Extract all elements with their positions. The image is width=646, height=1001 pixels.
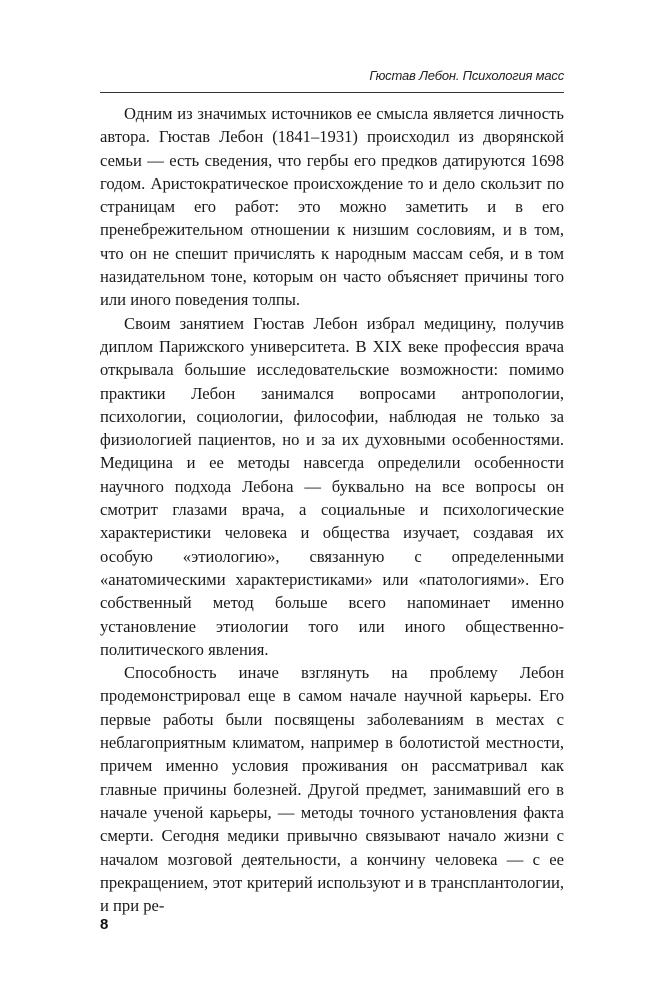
header-rule: [100, 92, 564, 93]
body-text: [100, 102, 564, 917]
paragraph: Одним из значимых источников ее смысла является личность автора. Гюстав Лебон (1841–1931) происходил из дворянской семьи — есть сведения, что гербы его предков датируются 1698 годом. Аристократическое происхождение то и дело скользит по страницам его работ: это можно заметить и в его пренебрежительном отношении к низшим сословиям, и в том, что он не спешит причислять к народным массам себя, и в том назидательном тоне, которым он часто объясняет причины того или иного поведения толпы.: [100, 104, 564, 310]
paragraph: Своим занятием Гюстав Лебон избрал медицину, получив диплом Парижского университета. В XIX веке профессия врача открывала большие исследовательские возможности: помимо практики Лебон занимался вопросами антропологии, психологии, социологии, философии, наблюдая не только за физиологией пациентов, но и за их духовными особенностями. Медицина и ее методы навсегда определили особенности научного подхода Лебона — буквально на все вопросы он смотрит глазами врача, а социальные и психологические характеристики человека и общества изучает, создавая их особую «этиологию», связанную с определенными «анатомическими характеристиками» или «патологиями». Его собственный метод больше всего напоминает именно установление этиологии того или иного общественно-политического явления.: [100, 313, 564, 659]
running-header: Гюстав Лебон. Психология масс: [369, 68, 564, 83]
page-number: 8: [100, 916, 109, 933]
paragraph: Способность иначе взглянуть на проблему Лебон продемонстрировал еще в самом начале научной карьеры. Его первые работы были посвящены заболеваниям в местах с неблагоприятным климатом, например в болотистой местности, причем именно условия проживания он рассматривал как главные причины болезней. Другой предмет, занимавший его в начале ученой карьеры, — методы точного установления факта смерти. Сегодня медики привычно связывают начало жизни с началом мозговой деятельности, а кончину человека — с ее прекращением, этот критерий используют и в трансплантологии, и при ре-: [100, 663, 564, 916]
